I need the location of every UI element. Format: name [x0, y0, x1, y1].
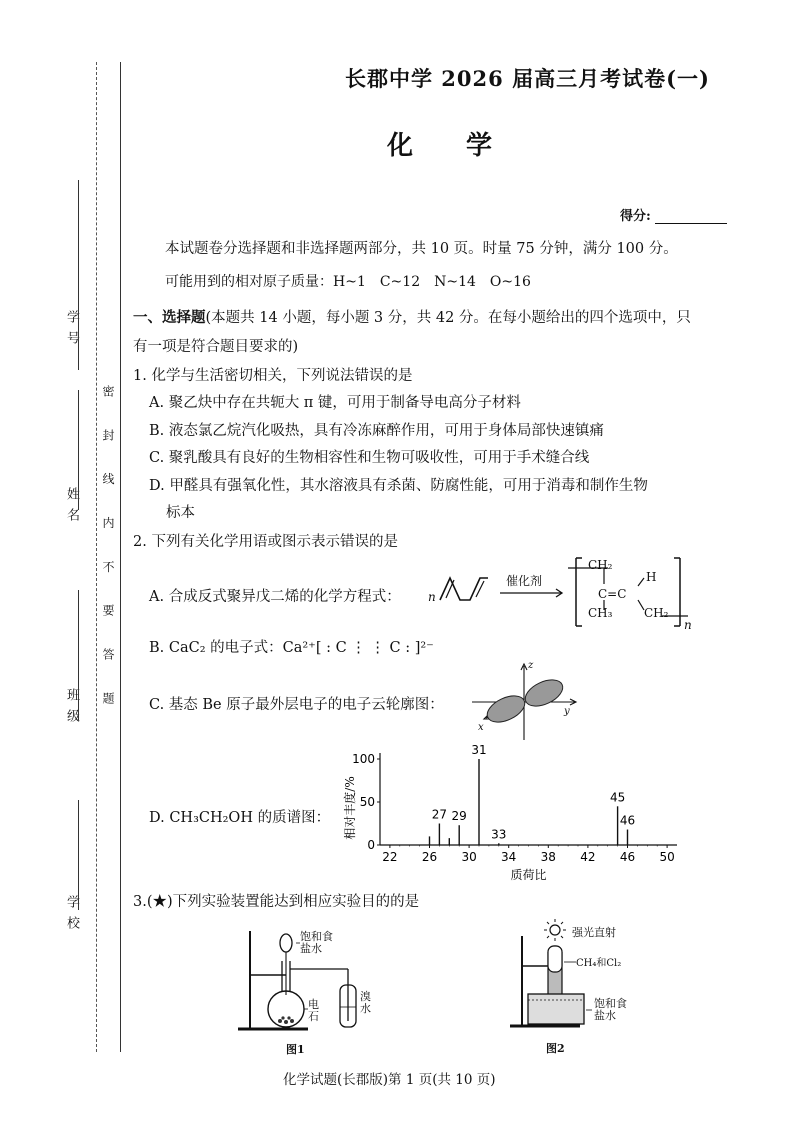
score-label: 得分:	[620, 209, 651, 224]
p-orbital-diagram	[468, 660, 580, 742]
q2-option-b: B. CaC₂ 的电子式：Ca²⁺[ : C ⋮ ⋮ C : ]²⁻	[149, 640, 434, 656]
name-field[interactable]	[78, 390, 79, 510]
fig1-bromine-water: 溴水	[360, 990, 371, 1015]
x-tick-label: 42	[580, 850, 596, 864]
section-1-title: 一、选择题	[133, 309, 206, 326]
dashed-cut-line	[96, 62, 97, 1052]
peak-label: 31	[471, 745, 487, 757]
fig1-caption: 图1	[286, 1043, 305, 1056]
class-field[interactable]	[78, 590, 79, 720]
q1-stem: 1. 化学与生活密切相关，下列说法错误的是	[133, 368, 413, 384]
reaction-arrow	[500, 588, 566, 598]
section-1-heading	[133, 306, 691, 327]
class-label: 班 级	[64, 688, 79, 725]
exam-title: 长郡中学 2026 届高三月考试卷(一)	[345, 66, 710, 91]
y-tick-label: 100	[352, 752, 375, 766]
c-double-bond-c: C=C	[598, 587, 627, 601]
fig1-carbide: 电石	[308, 998, 319, 1023]
x-tick-label: 46	[619, 850, 636, 864]
ch2-bottom: CH₂	[644, 606, 669, 620]
figure-2	[508, 918, 648, 1056]
q2-option-d: D. CH₃CH₂OH 的质谱图：	[149, 810, 331, 826]
peak-label: 27	[431, 807, 448, 822]
peak-label: 46	[619, 813, 636, 828]
axis-z-label: z	[528, 660, 534, 671]
x-tick-label: 34	[501, 850, 517, 864]
intro-line-2: 可能用到的相对原子质量：H~1 C~12 N~14 O~16	[165, 274, 531, 290]
polymer-brackets	[568, 556, 693, 632]
page-footer: 化学试题(长郡版)第 1 页(共 10 页)	[283, 1072, 496, 1088]
name-label: 姓 名	[64, 487, 79, 524]
q2-option-c: C. 基态 Be 原子最外层电子的电子云轮廓图：	[149, 697, 444, 713]
section-1-desc: (本题共 14 小题，每小题 3 分，共 42 分。在每小题给出的四个选项中，只	[205, 310, 691, 326]
peak-label: 45	[609, 790, 626, 805]
y-tick-label: 0	[367, 838, 375, 852]
h-atom: H	[646, 570, 657, 584]
q1-option-a: A. 聚乙炔中存在共轭大 π 键，可用于制备导电高分子材料	[149, 395, 521, 411]
q1-option-b: B. 液态氯乙烷汽化吸热，具有冷冻麻醉作用，可用于身体局部快速镇痛	[149, 423, 604, 439]
peak-label: 29	[451, 809, 467, 824]
q1-option-d: D. 甲醛具有强氧化性，其水溶液具有杀菌、防腐性能，可用于消毒和制作生物	[149, 478, 648, 494]
x-tick-label: 26	[421, 850, 438, 864]
seal-notice: 密 封 线 内 不 要 答 题	[101, 385, 115, 718]
x-tick-label: 22	[382, 850, 398, 864]
q2-option-a: A. 合成反式聚异戊二烯的化学方程式：	[149, 589, 401, 605]
q2-a-equation	[428, 552, 693, 632]
student-id-field[interactable]	[78, 180, 79, 370]
section-1-desc-2: 有一项是符合题目要求的)	[133, 339, 299, 355]
reactant-coefficient: n	[428, 590, 436, 604]
fig2-gas: CH₄和Cl₂	[576, 958, 622, 969]
mass-spectrum-chart	[332, 745, 692, 885]
peak-label: 33	[491, 827, 507, 842]
score-field[interactable]	[655, 210, 727, 224]
binding-line	[120, 62, 121, 1052]
y-axis-title: 相对丰度/%	[343, 776, 357, 840]
fig1-saturated-brine: 饱和食盐水	[300, 930, 333, 955]
ch3-group: CH₃	[588, 606, 613, 620]
student-id-label: 学 号	[64, 310, 79, 347]
axis-x-label: x	[478, 722, 484, 733]
q2-stem: 2. 下列有关化学用语或图示表示错误的是	[133, 534, 398, 550]
fig2-caption: 图2	[546, 1042, 565, 1055]
x-tick-label: 30	[461, 850, 477, 864]
fig2-brine: 饱和食盐水	[594, 997, 627, 1022]
score-area	[620, 205, 727, 224]
q1-option-d-cont: 标本	[166, 505, 195, 521]
figure-1	[236, 925, 376, 1057]
polymer-subscript-n: n	[684, 618, 692, 632]
q3-stem: 3.(★)下列实验装置能达到相应实验目的的是	[133, 894, 420, 910]
fig2-light: 强光直射	[572, 926, 616, 939]
subject-title: 化 学	[387, 131, 515, 161]
ch2-top: CH₂	[588, 558, 613, 572]
x-tick-label: 50	[659, 850, 675, 864]
q1-option-c: C. 聚乳酸具有良好的生物相容性和生物可吸收性，可用于手术缝合线	[149, 450, 590, 466]
x-tick-label: 38	[540, 850, 556, 864]
x-axis-title: 质荷比	[510, 868, 547, 882]
isoprene-structure	[436, 570, 492, 610]
catalyst-label: 催化剂	[506, 574, 543, 588]
school-label: 学 校	[64, 895, 79, 932]
school-field[interactable]	[78, 800, 79, 910]
intro-line-1: 本试题卷分选择题和非选择题两部分，共 10 页。时量 75 分钟，满分 100 分。	[165, 241, 678, 257]
y-tick-label: 50	[359, 795, 375, 809]
p-orbital-svg	[468, 660, 580, 742]
axis-y-label: y	[564, 706, 570, 717]
binding-margin	[0, 0, 125, 1123]
